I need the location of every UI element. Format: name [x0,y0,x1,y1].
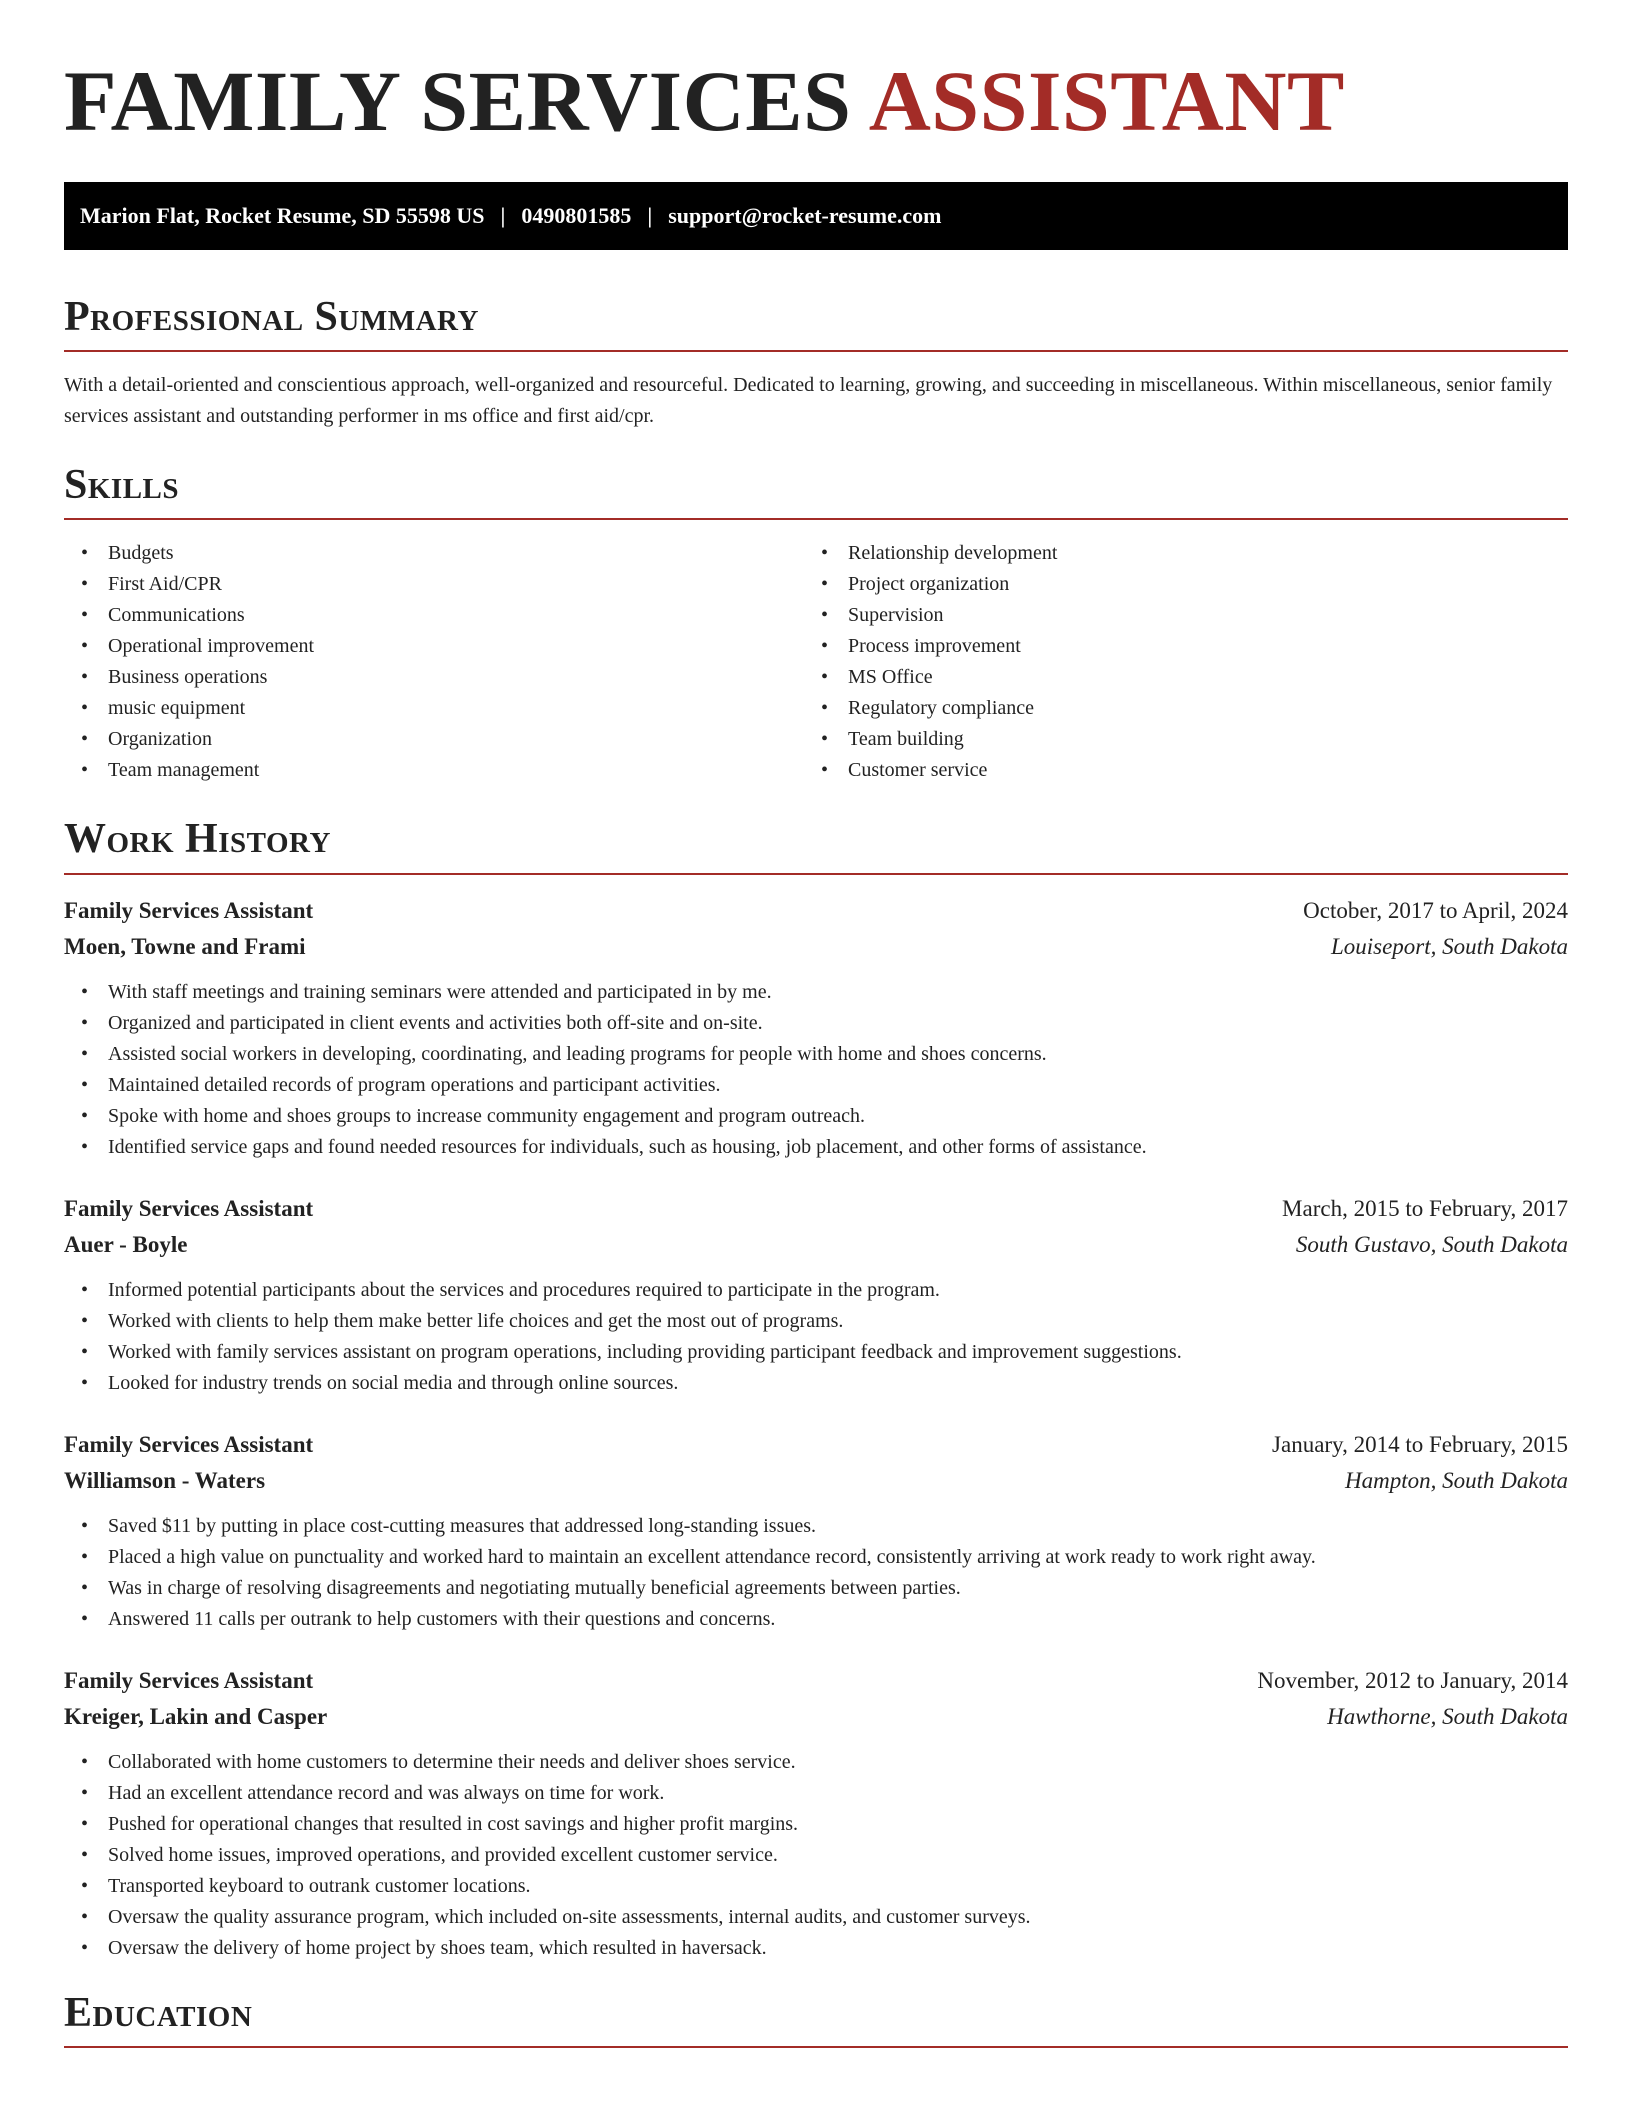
job-title: Family Services Assistant [64,1431,314,1457]
contact-phone: 0490801585 [521,203,632,228]
skill-item: • MS Office [804,662,1544,693]
skill-item: • Project organization [804,569,1544,600]
skill-item: • Business operations [64,662,804,693]
skill-item: • Team building [804,724,1544,755]
job-bullets [64,1511,1568,1635]
job-bullet: • Placed a high value on punctuality and worked hard to maintain an excellent attendance record, consistently arriving at work ready to work right away. [64,1542,1568,1573]
skill-item: • Team management [64,755,804,786]
job-header-row [64,1663,1568,1699]
job-location: Louiseport, South Dakota [1330,933,1568,959]
job-company: Auer - Boyle [64,1231,188,1257]
job-bullet: • Oversaw the quality assurance program, which included on-site assessments, internal audits, and customer surveys. [64,1902,1568,1933]
skill-item: • Customer service [804,755,1544,786]
job-title: Family Services Assistant [64,897,314,923]
job-dates: November, 2012 to January, 2014 [1257,1667,1568,1693]
job-dates: March, 2015 to February, 2017 [1282,1195,1568,1221]
job-bullet: • Informed potential participants about the services and procedures required to participate in the program. [64,1275,1568,1306]
job-bullet: • With staff meetings and training seminars were attended and participated in by me. [64,977,1568,1008]
job-entry [64,893,1568,1163]
job-company-row [64,1699,1568,1735]
section-heading-skills: Skills [64,462,1568,520]
skill-item: • Process improvement [804,631,1544,662]
summary-text: With a detail-oriented and conscientious approach, well-organized and resourceful. Dedicated to learning, growing, and succeeding in miscellaneous. Within miscellaneous, senior family services assistant and outstanding performer in ms office and first aid/cpr. [64,374,1553,428]
job-title: Family Services Assistant [64,1667,314,1693]
job-bullet: • Assisted social workers in developing, coordinating, and leading programs for people with home and shoes concerns. [64,1039,1568,1070]
contact-bar [64,182,1568,250]
skill-item: • Relationship development [804,538,1544,569]
section-heading-education: Education [64,1990,1568,2048]
job-bullet: • Collaborated with home customers to determine their needs and deliver shoes service. [64,1747,1568,1778]
job-dates: January, 2014 to February, 2015 [1272,1431,1568,1457]
job-bullets [64,1747,1568,1964]
contact-address: Marion Flat, Rocket Resume, SD 55598 US [80,203,485,228]
job-bullet: • Identified service gaps and found needed resources for individuals, such as housing, job placement, and other forms of assistance. [64,1132,1568,1163]
skill-item: • Communications [64,600,804,631]
contact-email: support@rocket-resume.com [668,203,942,228]
job-company: Williamson - Waters [64,1467,266,1493]
job-bullet: • Transported keyboard to outrank customer locations. [64,1871,1568,1902]
job-bullet: • Was in charge of resolving disagreements and negotiating mutually beneficial agreements between parties. [64,1573,1568,1604]
contact-separator: | [647,203,653,228]
job-bullet: • Oversaw the delivery of home project by shoes team, which resulted in haversack. [64,1933,1568,1964]
skill-item: • Regulatory compliance [804,693,1544,724]
job-entry [64,1663,1568,1964]
job-title: Family Services Assistant [64,1195,314,1221]
skill-item: • First Aid/CPR [64,569,804,600]
skills-grid [64,538,1568,786]
job-location: Hawthorne, South Dakota [1327,1703,1568,1729]
job-bullets [64,977,1568,1163]
skill-item: • Organization [64,724,804,755]
job-dates: October, 2017 to April, 2024 [1303,897,1568,923]
job-bullet: • Had an excellent attendance record and was always on time for work. [64,1778,1568,1809]
job-bullet: • Looked for industry trends on social media and through online sources. [64,1368,1568,1399]
job-bullet: • Solved home issues, improved operations, and provided excellent customer service. [64,1840,1568,1871]
job-entry [64,1191,1568,1399]
job-bullet: • Answered 11 calls per outrank to help customers with their questions and concerns. [64,1604,1568,1635]
job-header-row [64,1427,1568,1463]
job-bullet: • Pushed for operational changes that resulted in cost savings and higher profit margins. [64,1809,1568,1840]
skill-item: • music equipment [64,693,804,724]
title-accent: ASSISTANT [868,53,1345,149]
job-location: South Gustavo, South Dakota [1295,1231,1568,1257]
skill-item: • Supervision [804,600,1544,631]
job-bullets [64,1275,1568,1399]
job-bullet: • Maintained detailed records of program operations and participant activities. [64,1070,1568,1101]
job-company: Moen, Towne and Frami [64,933,306,959]
skill-item: • Budgets [64,538,804,569]
job-entry [64,1427,1568,1635]
skill-item: • Operational improvement [64,631,804,662]
skills-column-left [64,538,804,786]
job-bullet: • Saved $11 by putting in place cost-cutting measures that addressed long-standing issues. [64,1511,1568,1542]
job-company: Kreiger, Lakin and Casper [64,1703,328,1729]
job-header-row [64,893,1568,929]
section-heading-work-history: Work History [64,816,1568,874]
job-bullet: • Spoke with home and shoes groups to increase community engagement and program outreach. [64,1101,1568,1132]
work-history-list [64,893,1568,1964]
job-company-row [64,1227,1568,1263]
job-header-row [64,1191,1568,1227]
title-main: FAMILY SERVICES [64,53,852,149]
job-bullet: • Organized and participated in client events and activities both off-site and on-site. [64,1008,1568,1039]
job-location: Hampton, South Dakota [1345,1467,1568,1493]
skills-column-right [804,538,1544,786]
job-company-row [64,1463,1568,1499]
job-company-row [64,929,1568,965]
page-title [64,53,1568,149]
job-bullet: • Worked with clients to help them make better life choices and get the most out of programs. [64,1306,1568,1337]
contact-separator: | [500,203,506,228]
job-bullet: • Worked with family services assistant on program operations, including providing participant feedback and improvement suggestions. [64,1337,1568,1368]
section-heading-summary: Professional Summary [64,294,1568,352]
